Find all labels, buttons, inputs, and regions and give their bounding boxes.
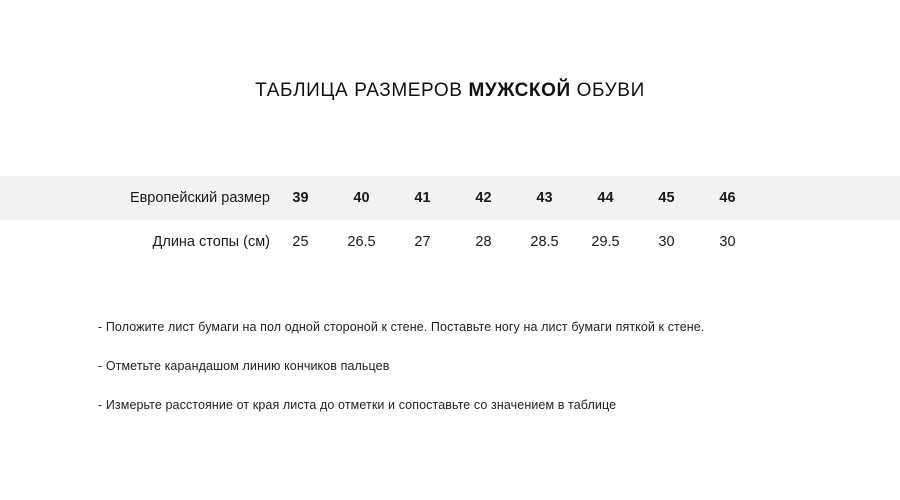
cell-length-43: 28.5: [530, 234, 559, 250]
cell-size-43: 43: [536, 190, 553, 206]
table-spacer: [758, 220, 900, 264]
table-spacer: [758, 176, 900, 220]
row-label: Европейский размер: [129, 190, 270, 206]
cell-size-45: 45: [658, 190, 675, 206]
page-title-emphasis: МУЖСКОЙ: [468, 80, 571, 101]
cell-length-42: 28: [475, 234, 492, 250]
cell-size-40: 40: [353, 190, 370, 206]
table-row-european-size: [0, 176, 900, 220]
page-title-prefix: ТАБЛИЦА РАЗМЕРОВ: [255, 80, 469, 101]
page-title: [0, 80, 900, 102]
cell-length-41: 27: [414, 234, 431, 250]
size-table-container: [0, 176, 900, 264]
table-row-foot-length: [0, 220, 900, 264]
cell-size-42: 42: [475, 190, 492, 206]
cell-length-39: 25: [292, 234, 309, 250]
cell-length-46: 30: [719, 234, 736, 250]
measurement-instructions: [98, 320, 858, 413]
instruction-step-3: - Измерьте расстояние от края листа до отметки и сопоставьте со значением в таблице: [98, 398, 617, 412]
instruction-step-2: - Отметьте карандашом линию кончиков пальцев: [98, 359, 390, 373]
page-title-suffix: ОБУВИ: [570, 80, 645, 101]
cell-length-44: 29.5: [591, 234, 620, 250]
cell-length-45: 30: [658, 234, 675, 250]
size-table: [0, 176, 900, 264]
cell-size-46: 46: [719, 190, 736, 206]
instruction-step-1: - Положите лист бумаги на пол одной стороной к стене. Поставьте ногу на лист бумаги пяткой к стене.: [98, 320, 705, 334]
cell-size-44: 44: [597, 190, 614, 206]
cell-length-40: 26.5: [347, 234, 376, 250]
cell-size-41: 41: [414, 190, 431, 206]
cell-size-39: 39: [292, 190, 309, 206]
row-label: Длина стопы (см): [152, 234, 270, 250]
